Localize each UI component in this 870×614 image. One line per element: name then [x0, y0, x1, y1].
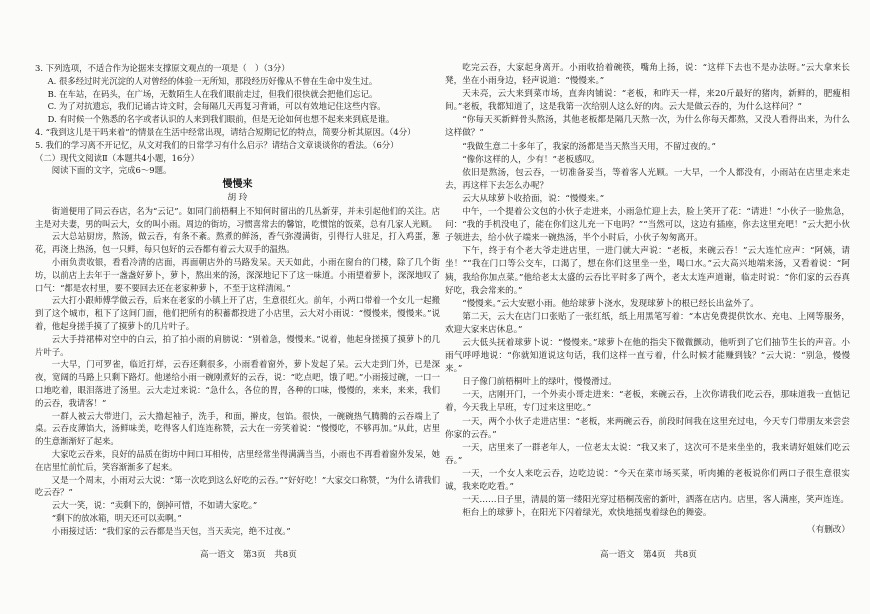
page-footer-right: 高一语文 第4页 共8页 [600, 550, 697, 560]
story-paragraph: 云大总站厨房，熬汤，做云吞，有条不紊。熬煮的鲜汤，香气弥漫满街，引得行人驻足，打入鸡蛋，葱花，再浇上热汤，包一只鲜，每只包好的云吞都有着云大双手的温热。 [35, 231, 440, 255]
story-paragraph: 小雨接过话：“我们家的云吞都是当天包，当天卖完，绝不过夜。” [51, 525, 291, 536]
left-column [35, 62, 440, 537]
story-paragraph: 一天，店里来了一群老年人，一位老太太说：“我又来了，这次可不是来坐坐的，我来请好姐妹们吃云吞。” [445, 442, 850, 466]
story-paragraph: 小雨负责收银，看看冷清的店面，再面朝店外的马路发呆。天天如此，小雨在窗台的门楼，除了几个街坊，以前店上去年于一盏盏好萝卜，萝卜，熬出来的汤，深深地记下了这一味道。小雨望着萝卜，深深地叹了口气：“都是农村里，要不要回去还在老家种萝卜，不至于这样清闲。” [35, 256, 440, 293]
abridged-note: （有删改） [807, 525, 850, 536]
story-paragraph: 云大打小跟师傅学做云吞，后来在老家的小镇上开了店，生意很红火。前年，小两口带着一个女儿一起搬到了这个城市，租下了这间门面，他们把所有的积蓄都投进了小店里，云大对小雨说：“慢慢来，慢慢来。”说着，他起身搓手摸了了摸萝卜的几片叶子。 [35, 295, 440, 331]
story-paragraph: 一天，店刚开门，一个外卖小哥走进来：“老板，来碗云吞，上次你请我们吃云吞，那味道我一直惦记着，今天我上早班，专门过来这里吃。” [445, 390, 850, 414]
story-paragraph: 柜台上的球萝卜，在阳光下闪着绿光，欢快地摇曳着绿色的舞姿。 [462, 508, 712, 519]
story-paragraph: 云大手持裙棒对空中的白云，拍了拍小雨的肩膀说：“别着急，慢慢来。”说着，他起身搓摸了摸萝卜的几片叶子。 [35, 333, 440, 357]
story-paragraph: 天未亮，云大来到菜市场，直奔肉铺说：“老板，和昨天一样，来20斤最好的猪肉，新鲜的，肥瘦相间。”老板，我都知道了，这是我第一次给别人这么好的肉。云大是做云吞的，为什么这样问？” [445, 89, 850, 113]
question-5: 5. 我们的学习离不开记忆，从文对我们的日常学习有什么启示？请结合文章谈谈你的看法。（6分） [35, 139, 399, 150]
story-paragraph: 一群人被云大带进门，云大撸起袖子，洗手，和面，擀皮，包馅。很快，一碗碗热气腾腾的云吞端上了桌。云吞皮薄馅大，汤鲜味美，吃得客人们连连称赞，云大在一旁笑着说：“慢慢吃，不够再加。”从此，店里的生意渐渐好了起来。 [35, 410, 440, 447]
story-paragraph: 云大一笑，说：“卖剩下的，倒掉可惜，不如请大家吃。” [51, 500, 258, 511]
story-paragraph: “我做生意二十多年了，我家的汤都是当天熬当天用，不留过夜的。” [462, 141, 716, 152]
story-paragraph: 云大从球萝卜收拾面，说：“慢慢来。” [462, 193, 605, 204]
q3-option-c: C. 为了对抗遗忘，我们记诵古诗文时，会每隔几天再复习背诵，可以有效地记住这些内容。 [47, 101, 386, 112]
story-paragraph: 中午，一个提着公文包的小伙子走进来，小雨急忙迎上去，脸上笑开了花：“请进！”小伙子一脸焦急，问：“我的手机没电了，能在你们这儿充一下电吗？”“当然可以，这边有插座，你去这里充吧！”云大把小伙子领进去，给小伙子端来一碗热汤，半个小时后，小伙子匆匆离开。 [445, 207, 850, 244]
story-paragraph: “剩下的放冰箱，明天还可以卖啊。” [51, 512, 182, 523]
story-title: 慢慢来 [222, 179, 253, 191]
story-paragraph: 一天，一个女人来吃云吞，边吃边说：“今天在菜市场买菜，听肉摊的老板说你们两口子很生意很实诚，我来吃吃看。” [445, 468, 850, 492]
section-heading: （二）现代文阅读Ⅱ（本题共4小题，16分） [35, 152, 200, 163]
right-column [445, 62, 850, 537]
reading-instruction: 阅读下面的文字，完成6～9题。 [51, 165, 172, 176]
column-gutter [431, 60, 432, 540]
story-paragraph: “慢慢来。”云大安慰小雨。他给球萝卜浇水，发现球萝卜的根已经长出盆外了。 [462, 298, 759, 309]
story-paragraph: 大家吃云吞来，良好的品质在街坊中间口耳相传，店里经常坐得满满当当，小雨也不再看着窗外发呆，她在店里忙前忙后，笑容渐渐多了起来。 [35, 448, 440, 472]
q3-option-a: A. 很多经过时光沉淀的人对曾经的体验一无所知，那段经历好像从不曾在生命中发生过。 [47, 75, 378, 86]
story-paragraph: 一天，两个小伙子走进店里：“老板，来两碗云吞，前段时间我在这里充过电，今天专门带朋友来尝尝你家的云吞。” [445, 416, 850, 440]
question-3: 3. 下列选项，不适合作为论据来支撑原文观点的一项是（ ）（3分） [35, 63, 290, 73]
story-paragraph: 又是一个周末，小雨对云大说：“第一次吃到这么好吃的云吞。”“好好吃！”大家交口称赞，“为什么请我们吃云吞？” [35, 474, 440, 498]
story-paragraph: “像你这样的人，少有！”老板感叹。 [462, 154, 600, 165]
story-paragraph: 依旧是熬汤，包云吞，一切准备妥当，等着客人光顾。一大早，一个人都没有，小雨站在店里走来走去，再这样下去怎么办呢？ [445, 167, 850, 191]
story-paragraph: 吃完云吞，大家起身离开。小雨收拾着碗筷，嘴角上扬，说：“这样下去也不是办法呀。”云大拿来长凳，坐在小雨身边，轻声说道：“慢慢来。” [445, 63, 850, 87]
question-4: 4. “我到这儿是干吗来着”的情景在生活中经常出现，请结合短期记忆的特点，简要分析其原因。（4分） [35, 126, 416, 137]
story-author: 胡 玲 [227, 192, 248, 203]
story-paragraph: 日子像门前梧桐叶上的绿叶，慢慢滑过。 [462, 377, 617, 388]
story-paragraph: 一大早，门可罗雀，临近打烊，云吞还剩很多，小雨看着窗外，萝卜发起了呆。云大走到门外，已是深夜，宽阔的马路上只剩下路灯。他递给小雨一碗刚煮好的云吞，说：“吃点吧，饿了吧。”小雨接过碗，一口一口地吃着，眼泪落进了汤里。云大走过来说：“急什么，各位的胃，各种的口味，慢慢的，来来，来来，我们的云吞，我请客！” [35, 359, 440, 408]
story-paragraph: 云大低头抚着球萝卜说：“慢慢来。”球萝卜在他的指尖下微微颤动，他听到了它们抽节生长的声音。小雨气呼呼地说：“你就知道说这句话，我们这样一直亏着，什么时候才能赚到钱？”云大说：“别急，慢慢来。” [445, 337, 850, 375]
page-footer-left: 高一语文 第3页 共8页 [200, 550, 297, 560]
story-paragraph: “你每天买新鲜骨头熬汤，其他老板都是隔几天熬一次，为什么你每天都熬，又没人看得出来，为什么这样做？” [445, 115, 850, 139]
story-paragraph: 一天……日子里，清晨的第一缕阳光穿过梧桐茂密的新叶，洒落在店内。店里，客人满座，笑声连连。 [462, 495, 849, 506]
story-paragraph: 下午，终于有个老大爷走进店里，一进门就大声说：“老板，来碗云吞！”云大连忙应声：“阿姨，请坐！”“我在门口等公交车，口渴了，想在你们这里坐一坐，喝口水。”云大高兴地端来汤，又看着说：“阿姨，我给你加点菜。”他给老太太盛的云吞比平时多了两个，老太太连声道谢，临走时说：“你们家的云吞真好吃，我会常来的。” [445, 246, 850, 296]
story-paragraph: 第二天，云大在店门口张贴了一张红纸，纸上用黑笔写着：“本店免费提供饮水、充电、上网等服务，欢迎大家来店休息。” [445, 311, 850, 335]
q3-option-d: D. 有时候一个熟悉的名字或者认识的人来到我们眼前，但是无论如何也想不起来来到底是谁。 [47, 114, 395, 125]
story-paragraph: 街道便用了同云吞店，名为“云记”。如同门前梧桐上不知何时留出的几丛新芽，并未引起他们的关注。店主是对夫妻，男的叫云大，女的叫小雨。周边的街坊，习惯喜常去的馨馆，吃惯馆的饭菜，总有几家人光顾。 [35, 205, 440, 229]
q3-option-b: B. 在车站，在码头，在广场，无数陌生人在我们眼前走过，但我们很快就会把他们忘记。 [47, 88, 378, 99]
